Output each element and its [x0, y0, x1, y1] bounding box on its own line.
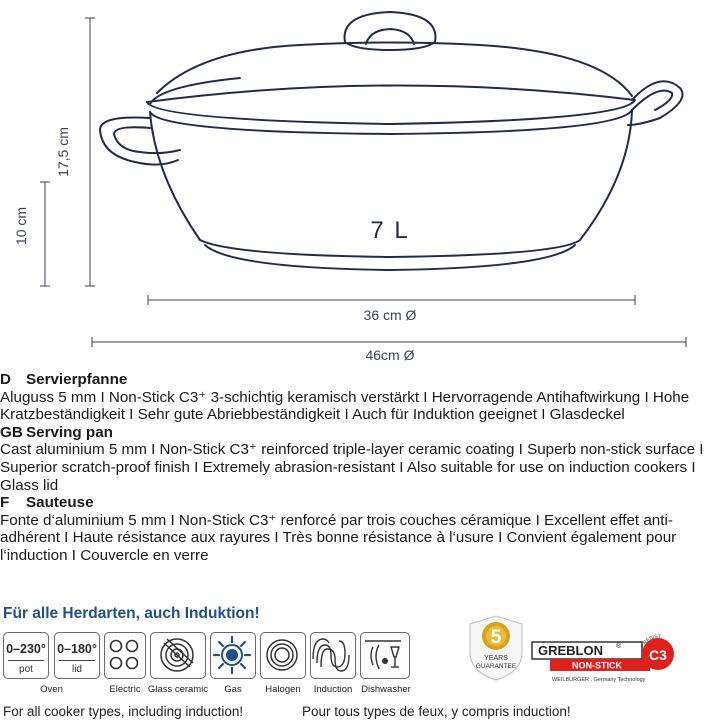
induction-label: Induction	[313, 684, 353, 695]
section-fr	[0, 494, 707, 564]
body-height-label: 10 cm	[13, 206, 29, 246]
section-code: F	[0, 494, 10, 512]
pot-temp-value: 0–230°	[6, 642, 46, 656]
section-code: D	[0, 371, 11, 388]
greblon-brand: GREBLON	[538, 643, 603, 658]
section-gb	[0, 424, 707, 494]
induction-icon	[310, 632, 356, 679]
section-title: Sauteuse	[26, 494, 94, 512]
guarantee-line1: YEARS	[484, 655, 508, 662]
guarantee-badge	[466, 614, 526, 682]
halogen-label: Halogen	[265, 684, 301, 695]
section-de	[0, 371, 707, 424]
greblon-logo	[530, 630, 680, 686]
halogen-icon	[260, 632, 306, 679]
greblon-footer: WEILBURGER . Germany Technology	[552, 677, 646, 683]
glass-ceramic-icon	[150, 632, 206, 679]
greblon-arc-text: + RESIST	[638, 633, 662, 650]
guarantee-line2: GUARANTEE	[475, 663, 517, 670]
dishwasher-label: Dishwasher	[361, 684, 411, 695]
section-title: Serving pan	[26, 423, 113, 441]
base-diameter-label: 36 cm Ø	[363, 307, 417, 323]
section-text: Fonte d‘aluminium 5 mm I Non-Stick C3⁺ renforcé par trois couches céramique I Excellent effet anti-adhérent I Haute résistance aux rayures I Très bonne résistance à l‘usure I Convient également pour l‘induction I Couvercle en verre	[0, 511, 677, 564]
guarantee-years: 5	[490, 627, 502, 648]
gas-label: Gas	[224, 684, 242, 695]
footer-en: For all cooker types, including induction!	[3, 704, 244, 719]
right-handle-outline	[628, 81, 683, 125]
section-text: Cast aluminium 5 mm I Non-Stick C3⁺ reinforced triple-layer ceramic coating I Superb non-stick surface I Superior scratch-proof finish I Extremely abrasion-resistant I Also suitable for use on induction cookers I Glass lid	[0, 441, 704, 494]
section-title: Servierpfanne	[26, 371, 128, 388]
glass-ceramic-label: Glass ceramic	[147, 684, 209, 695]
electric-label: Electric	[109, 684, 141, 695]
volume-label: 7 L	[370, 217, 410, 244]
greblon-reg: ®	[616, 643, 622, 650]
oven-lid-temp-icon	[54, 632, 100, 679]
electric-icon	[104, 632, 146, 679]
greblon-nonstick: NON-STICK	[572, 660, 622, 671]
oven-label: Oven	[40, 684, 63, 695]
oven-pot-temp-icon	[3, 632, 49, 679]
left-handle-outline	[100, 118, 178, 165]
greblon-grade: C3	[649, 647, 667, 663]
gas-icon	[210, 632, 256, 679]
total-height-label: 17,5 cm	[55, 127, 71, 177]
footer-fr: Pour tous types de feux, y compris induction!	[302, 704, 571, 719]
pot-label: pot	[19, 664, 33, 675]
section-code: GB	[0, 423, 23, 441]
lid-temp-value: 0–180°	[57, 642, 97, 656]
product-descriptions	[0, 371, 707, 565]
lid-label: lid	[71, 664, 82, 675]
lid-knob-icon	[345, 12, 436, 50]
dishwasher-icon	[360, 632, 410, 679]
section-text: Aluguss 5 mm I Non-Stick C3⁺ 3-schichtig keramisch verstärkt I Hervorragende Antihaftwirkung I Hohe Kratzbeständigkeit I Sehr gute Abriebbeständigkeit I Auch für Induktion geeignet I Glasdeckel	[0, 388, 690, 424]
cooker-types-title: Für alle Herdarten, auch Induktion!	[3, 605, 260, 622]
total-width-label: 46cm Ø	[365, 347, 415, 363]
